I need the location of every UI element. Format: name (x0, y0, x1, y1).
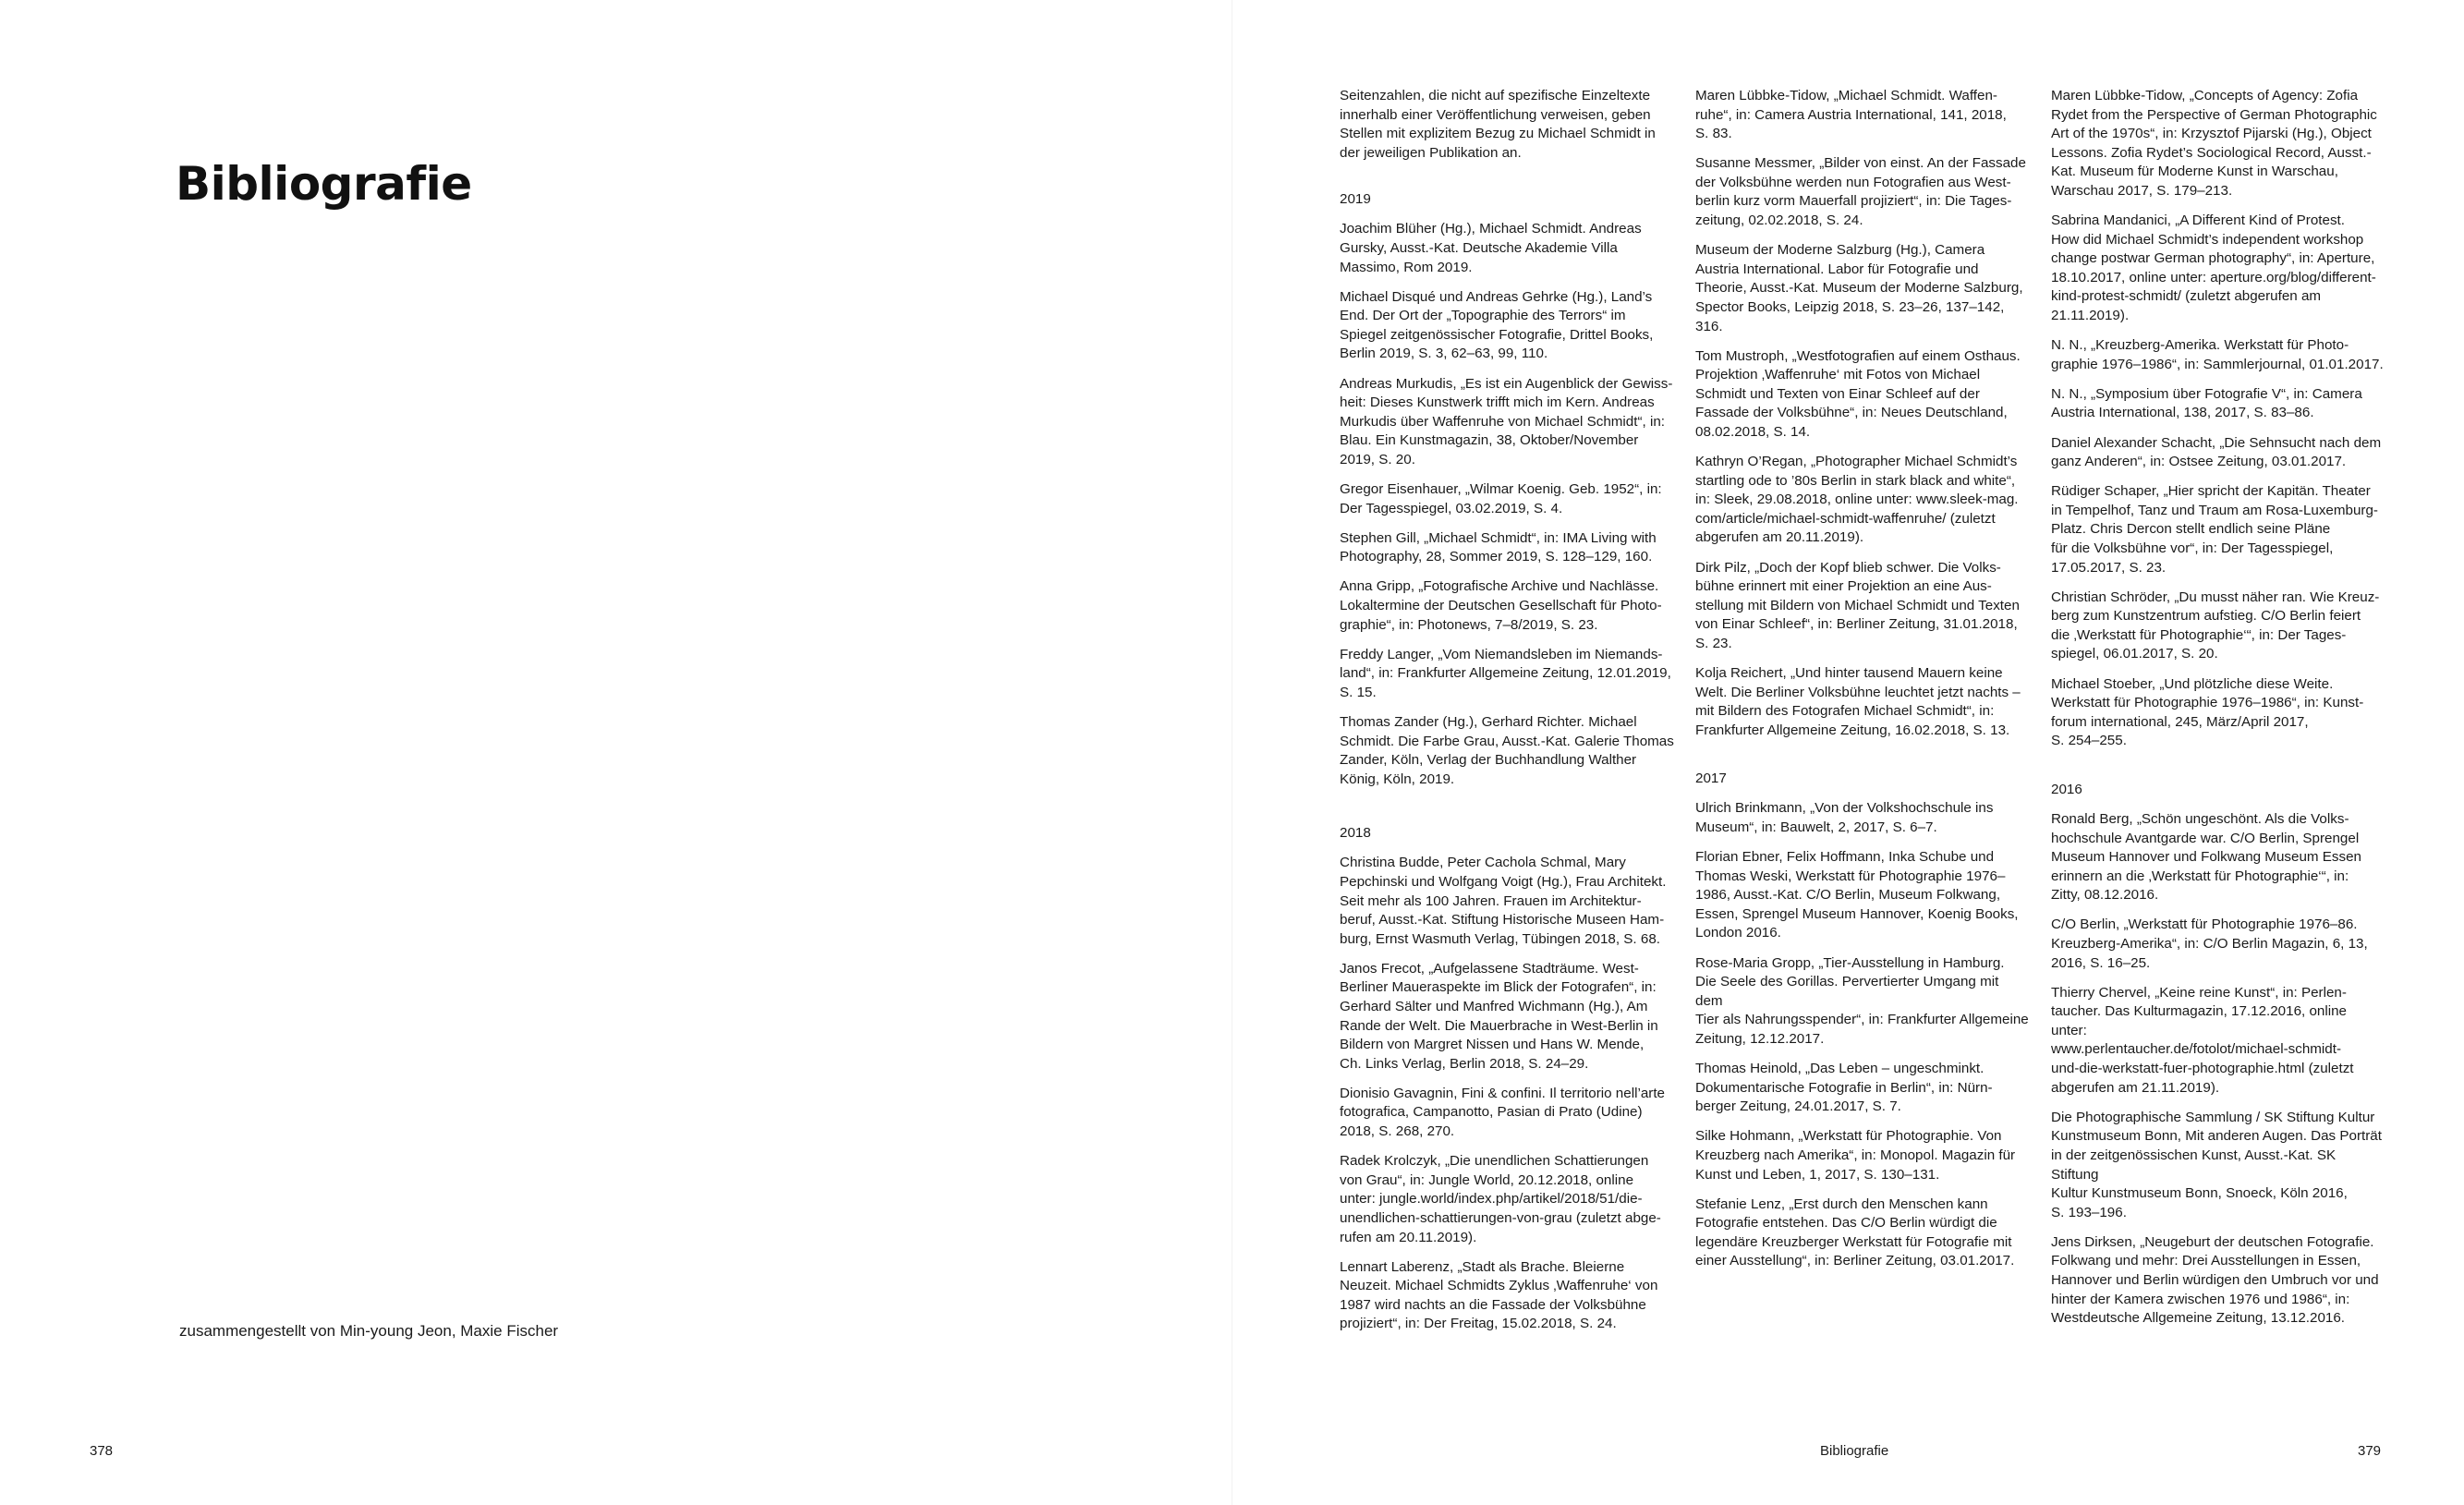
bibliography-entry: Sabrina Mandanici, „A Different Kind of Protest. How did Michael Schmidt’s independent workshop change postwar German photography“, in: Aperture, 18.10.2017, online unter: aperture.org/blog/different- kind-protest-schmidt/ (zuletzt abgerufen am 21.11.2019). (2051, 212, 2376, 324)
bibliography-entry: Daniel Alexander Schacht, „Die Sehnsucht nach dem ganz Anderen“, in: Ostsee Zeitung, 03.01.2017. (2051, 434, 2382, 470)
page-title: Bibliografie (176, 157, 472, 211)
entries-2017-continued (2051, 87, 2385, 751)
bibliography-entry: Radek Krolczyk, „Die unendlichen Schattierungen von Grau“, in: Jungle World, 20.12.2018, online unter: jungle.world/index.php/artikel/2018/51/die- unendlichen-schattierungen-von-grau (zuletzt abge- rufen am 20.11.2019). (1340, 1153, 1661, 1245)
bibliography-entry: Maren Lübbke-Tidow, „Michael Schmidt. Waffen- ruhe“, in: Camera Austria International, 141, 2018, S. 83. (1695, 88, 2007, 142)
bibliography-entry: Kathryn O’Regan, „Photographer Michael Schmidt’s startling ode to ’80s Berlin in stark black and white“, in: Sleek, 29.08.2018, online unter: www.sleek-mag. com/article/michael-schmidt-waffenruhe/ (zuletzt abgerufen am 20.11.2019). (1695, 454, 2019, 546)
bibliography-entry: Ronald Berg, „Schön ungeschönt. Als die Volks- hochschule Avantgarde war. C/O Berlin, Sprengel Museum Hannover und Folkwang Museum Essen erinnern an die ‚Werkstatt für Photographie‘“, in: Zitty, 08.12.2016. (2051, 810, 2361, 904)
bibliography-column-3 (2051, 87, 2385, 1339)
year-heading-2017: 2017 (1695, 771, 1727, 787)
bibliography-entry: Thomas Heinold, „Das Leben – ungeschminkt. Dokumentarische Fotografie in Berlin“, in: Nürn- berger Zeitung, 24.01.2017, S. 7. (1695, 1061, 1993, 1115)
bibliography-entry: Florian Ebner, Felix Hoffmann, Inka Schube und Thomas Weski, Werkstatt für Photographie 1976– 1986, Ausst.-Kat. C/O Berlin, Museum Folkwang, Essen, Sprengel Museum Hannover, Koenig Books, London 2016. (1695, 849, 2019, 941)
bibliography-entry: Christina Budde, Peter Cachola Schmal, Mary Pepchinski und Wolfgang Voigt (Hg.), Frau Architekt. Seit mehr als 100 Jahren. Frauen im Architektur- beruf, Ausst.-Kat. Stiftung Historische Museen Ham- burg, Ernst Wasmuth Verlag, Tübingen 2018, S. 68. (1340, 855, 1667, 947)
bibliography-entry: Anna Gripp, „Fotografische Archive und Nachlässe. Lokaltermine der Deutschen Gesellschaft für Photo- graphie“, in: Photonews, 7–8/2019, S. 23. (1340, 578, 1662, 633)
entries-2018-continued (1695, 87, 2030, 740)
bibliography-entry: Maren Lübbke-Tidow, „Concepts of Agency: Zofia Rydet from the Perspective of German Photographic Art of the 1970s“, in: Krzysztof Pijarski (Hg.), Object Lessons. Zofia Rydet’s Sociological Record, Ausst.- Kat. Museum für Moderne Kunst in Warschau, Warschau 2017, S. 179–213. (2051, 88, 2377, 199)
compiler-credit: zusammengestellt von Min-young Jeon, Maxie Fischer (179, 1322, 559, 1340)
bibliography-entry: Thomas Zander (Hg.), Gerhard Richter. Michael Schmidt. Die Farbe Grau, Ausst.-Kat. Galerie Thomas Zander, Köln, Verlag der Buchhandlung Walther König, Köln, 2019. (1340, 713, 1674, 787)
bibliography-entry: Museum der Moderne Salzburg (Hg.), Camera Austria International. Labor für Fotografie und Theorie, Ausst.-Kat. Museum der Moderne Salzburg, Spector Books, Leipzig 2018, S. 23–26, 137–142, 316. (1695, 242, 2023, 334)
bibliography-entry: Janos Frecot, „Aufgelassene Stadträume. West- Berliner Maueraspekte im Blick der Fotografen“, in: Gerhard Sälter und Manfred Wichmann (Hg.), Am Rande der Welt. Die Mauerbrache in West-Berlin in Bildern von Margret Nissen und Hans W. Mende, Ch. Links Verlag, Berlin 2018, S. 24–29. (1340, 960, 1658, 1072)
bibliography-entry: Joachim Blüher (Hg.), Michael Schmidt. Andreas Gursky, Ausst.-Kat. Deutsche Akademie Villa Massimo, Rom 2019. (1340, 221, 1642, 275)
bibliography-entry: Die Photographische Sammlung / SK Stiftung Kultur Kunstmuseum Bonn, Mit anderen Augen. Das Porträt in der zeitgenössischen Kunst, Ausst.-Kat. SK Stiftung Kultur Kunstmuseum Bonn, Snoeck, Köln 2016, S. 193–196. (2051, 1109, 2382, 1220)
bibliography-entry: Lennart Laberenz, „Stadt als Brache. Bleierne Neuzeit. Michael Schmidts Zyklus ‚Waffenruhe‘ von 1987 wird nachts an die Fassade der Volksbühne projiziert“, in: Der Freitag, 15.02.2018, S. 24. (1340, 1258, 1658, 1332)
bibliography-entry: Dirk Pilz, „Doch der Kopf blieb schwer. Die Volks- bühne erinnert mit einer Projektion an eine Aus- stellung mit Bildern von Michael Schmidt und Texten von Einar Schleef“, in: Berliner Zeitung, 31.01.2018, S. 23. (1695, 559, 2020, 651)
page-number-left: 378 (90, 1443, 114, 1459)
bibliography-entry: Christian Schröder, „Du musst näher ran. Wie Kreuz- berg zum Kunstzentrum aufstieg. C/O Berlin feiert die ‚Werkstatt für Photographie‘“, in: Der Tages- spiegel, 06.01.2017, S. 20. (2051, 589, 2380, 662)
bibliography-entry: Michael Stoeber, „Und plötzliche diese Weite. Werkstatt für Photographie 1976–1986“, in: Kunst- forum international, 245, März/April 2017, S. 254–255. (2051, 675, 2364, 749)
bibliography-entry: Ulrich Brinkmann, „Von der Volkshochschule ins Museum“, in: Bauwelt, 2, 2017, S. 6–7. (1695, 800, 1994, 835)
bibliography-entry: Silke Hohmann, „Werkstatt für Photographie. Von Kreuzberg nach Amerika“, in: Monopol. Magazin für Kunst und Leben, 1, 2017, S. 130–131. (1695, 1128, 2016, 1183)
year-heading-2019: 2019 (1340, 191, 1371, 208)
year-heading-2018: 2018 (1340, 825, 1371, 842)
bibliography-entry: N. N., „Kreuzberg-Amerika. Werkstatt für Photo- graphie 1976–1986“, in: Sammlerjournal, 01.01.2017. (2051, 337, 2384, 372)
bibliography-entry: Stefanie Lenz, „Erst durch den Menschen kann Fotografie entstehen. Das C/O Berlin würdigt die legendäre Kreuzberger Werkstatt für Fotografie mit einer Ausstellung“, in: Berliner Zeitung, 03.01.2017. (1695, 1196, 2015, 1269)
bibliography-entry: Rose-Maria Gropp, „Tier-Ausstellung in Hamburg. Die Seele des Gorillas. Pervertierter Umgang mit dem Tier als Nahrungsspender“, in: Frankfurter Allgemeine Zeitung, 12.12.2017. (1695, 954, 2029, 1047)
bibliography-entry: Kolja Reichert, „Und hinter tausend Mauern keine Welt. Die Berliner Volksbühne leuchtet jetzt nachts – mit Bildern des Fotografen Michael Schmidt“, in: Frankfurter Allgemeine Zeitung, 16.02.2018, S. 13. (1695, 665, 2021, 738)
entries-2018 (1340, 854, 1674, 1334)
entries-2017 (1695, 799, 2030, 1271)
bibliography-entry: C/O Berlin, „Werkstatt für Photographie 1976–86. Kreuzberg-Amerika“, in: C/O Berlin Magazin, 6, 13, 2016, S. 16–25. (2051, 916, 2368, 971)
bibliography-entry: Dionisio Gavagnin, Fini & confini. Il territorio nell’arte fotografica, Campanotto, Pasian di Prato (Udine) 2018, S. 268, 270. (1340, 1085, 1665, 1140)
page-number-right: 379 (2358, 1443, 2382, 1459)
running-title: Bibliografie (1820, 1443, 1889, 1459)
intro-note: Seitenzahlen, die nicht auf spezifische Einzeltexte innerhalb einer Veröffentlichung verweisen, geben Stellen mit explizitem Bezug zu Michael Schmidt in der jeweiligen Publikation an. (1340, 88, 1656, 161)
bibliography-entry: Andreas Murkudis, „Es ist ein Augenblick der Gewiss- heit: Dieses Kunstwerk trifft mich im Kern. Andreas Murkudis über Waffenruhe von Michael Schmidt“, in: Blau. Ein Kunstmagazin, 38, Oktober/November 2019, S. 20. (1340, 375, 1673, 467)
bibliography-entry: Susanne Messmer, „Bilder von einst. An der Fassade der Volksbühne werden nun Fotografien aus West- berlin kurz vorm Mauerfall projiziert“, in: Die Tages- zeitung, 02.02.2018, S. 24. (1695, 155, 2026, 229)
bibliography-entry: Michael Disqué und Andreas Gehrke (Hg.), Land’s End. Der Ort der „Topographie des Terrors“ im Spiegel zeitgenössischer Fotografie, Drittel Books, Berlin 2019, S. 3, 62–63, 99, 110. (1340, 288, 1654, 362)
year-heading-2016: 2016 (2051, 781, 2082, 797)
entries-2019 (1340, 220, 1674, 789)
bibliography-entry: N. N., „Symposium über Fotografie V“, in: Camera Austria International, 138, 2017, S. 83–86. (2051, 385, 2362, 421)
bibliography-column-1 (1340, 87, 1674, 1344)
bibliography-entry: Tom Mustroph, „Westfotografien auf einem Osthaus. Projektion ‚Waffenruhe‘ mit Fotos von Michael Schmidt und Texten von Einar Schleef auf der Fassade der Volksbühne“, in: Neues Deutschland, 08.02.2018, S. 14. (1695, 347, 2021, 440)
bibliography-entry: Stephen Gill, „Michael Schmidt“, in: IMA Living with Photography, 28, Sommer 2019, S. 128–129, 160. (1340, 529, 1657, 565)
bibliography-entry: Gregor Eisenhauer, „Wilmar Koenig. Geb. 1952“, in: Der Tagesspiegel, 03.02.2019, S. 4. (1340, 481, 1662, 516)
bibliography-entry: Jens Dirksen, „Neugeburt der deutschen Fotografie. Folkwang und mehr: Drei Ausstellungen in Essen, Hannover und Berlin würdigen den Umbruch vor und hinter der Kamera zwischen 1976 und 1986“, in: Westdeutsche Allgemeine Zeitung, 13.12.2016. (2051, 1233, 2379, 1327)
entries-2016 (2051, 810, 2385, 1329)
bibliography-entry: Rüdiger Schaper, „Hier spricht der Kapitän. Theater in Tempelhof, Tanz und Traum am Rosa-Luxemburg- Platz. Chris Dercon stellt endlich seine Pläne für die Volksbühne vor“, in: Der Tagesspiegel, 17.05.2017, S. 23. (2051, 483, 2378, 576)
bibliography-column-2 (1695, 87, 2030, 1281)
bibliography-entry: Freddy Langer, „Vom Niemandsleben im Niemands- land“, in: Frankfurter Allgemeine Zeitung, 12.01.2019, S. 15. (1340, 646, 1671, 700)
bibliography-entry: Thierry Chervel, „Keine reine Kunst“, in: Perlen- taucher. Das Kulturmagazin, 17.12.2016, online unter: www.perlentaucher.de/fotolot/michael-schmidt- und-die-werkstatt-fuer-photographie.html (zuletzt abgerufen am 21.11.2019). (2051, 984, 2354, 1096)
